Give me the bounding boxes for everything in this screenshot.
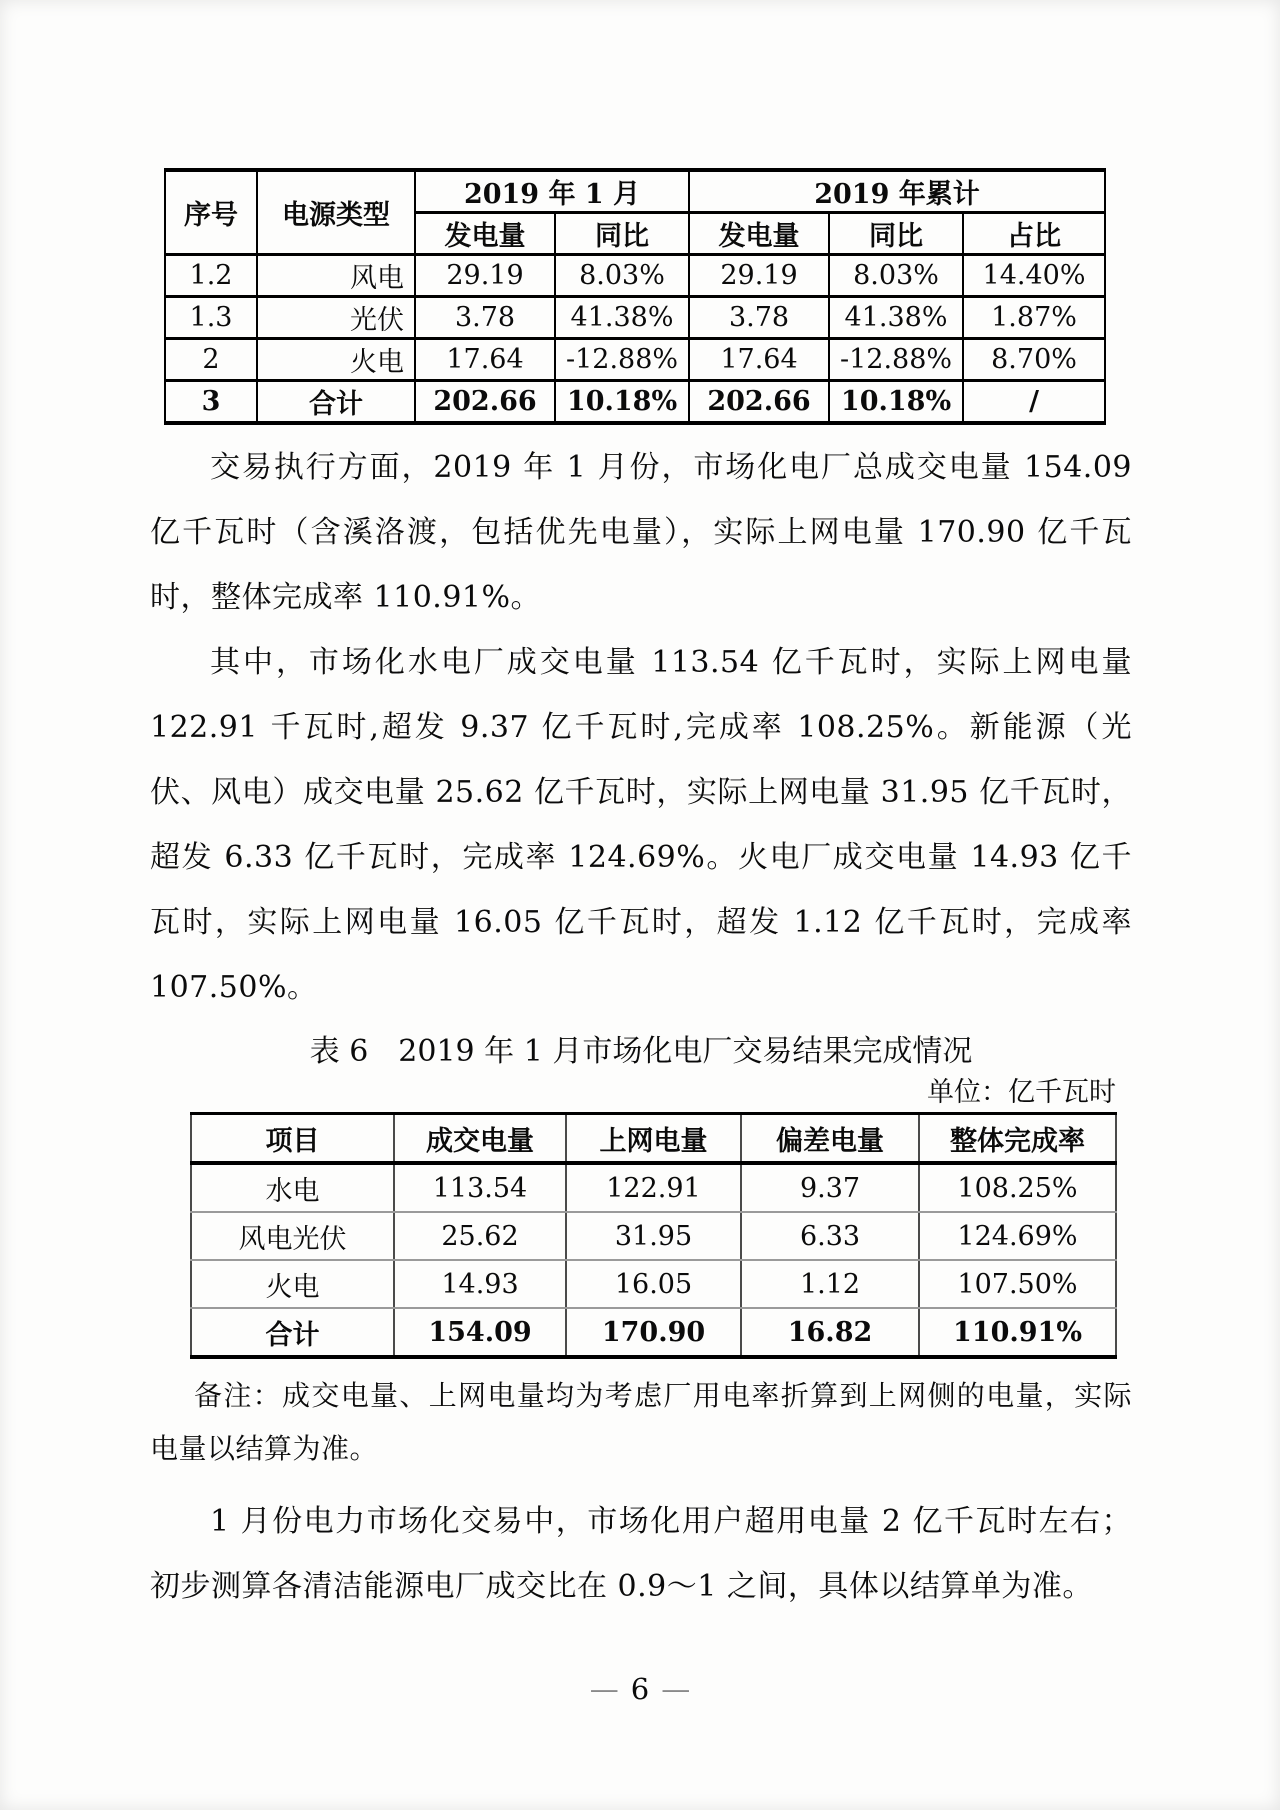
- cell-completion: 108.25%: [919, 1163, 1116, 1212]
- cell-traded: 113.54: [394, 1163, 566, 1212]
- header-source-type: 电源类型: [257, 170, 415, 255]
- cell-jan-yoy: -12.88%: [555, 339, 689, 381]
- cell-cum-yoy: 8.03%: [829, 255, 963, 297]
- table-row: [165, 297, 1105, 339]
- page-number: 6: [630, 1672, 650, 1706]
- cell-jan-yoy: 41.38%: [555, 297, 689, 339]
- header-completion-rate: 整体完成率: [919, 1114, 1116, 1164]
- cell-index: 1.2: [165, 255, 257, 297]
- header-generation-jan: 发电量: [415, 213, 555, 255]
- header-item: 项目: [191, 1114, 394, 1164]
- cell-traded: 154.09: [394, 1308, 566, 1357]
- power-generation-table: [164, 168, 1106, 425]
- table-row: [191, 1212, 1116, 1260]
- table-row-total: [165, 381, 1105, 424]
- footer-dash-left: —: [589, 1672, 619, 1706]
- trade-completion-table: [190, 1112, 1117, 1359]
- cell-item: 风电光伏: [191, 1212, 394, 1260]
- cell-deviation: 9.37: [741, 1163, 919, 1212]
- table-row: [165, 339, 1105, 381]
- table-row-total: [191, 1308, 1116, 1357]
- cell-deviation: 16.82: [741, 1308, 919, 1357]
- cell-cum-yoy: 10.18%: [829, 381, 963, 424]
- cell-index: 2: [165, 339, 257, 381]
- cell-item: 合计: [191, 1308, 394, 1357]
- cell-share: 14.40%: [963, 255, 1105, 297]
- cell-jan-generation: 202.66: [415, 381, 555, 424]
- header-index: 序号: [165, 170, 257, 255]
- cell-traded: 14.93: [394, 1260, 566, 1308]
- body-paragraph-breakdown: 其中，市场化水电厂成交电量 113.54 亿千瓦时，实际上网电量 122.91 千瓦时,超发 9.37 亿千瓦时,完成率 108.25%。新能源（光伏、风电）成交电量 25.62 亿千瓦时，实际上网电量 31.95 亿千瓦时，超发 6.33 亿千瓦时，完成率 124.69%。火电厂成交电量 14.93 亿千瓦时，实际上网电量 16.05 亿千瓦时，超发 1.12 亿千瓦时，完成率 107.50%。: [150, 645, 1132, 1005]
- cell-cum-yoy: -12.88%: [829, 339, 963, 381]
- page-content: [150, 168, 1132, 1619]
- cell-source-type: 光伏: [257, 297, 415, 339]
- power-table-header-row-1: [165, 170, 1105, 213]
- cell-source-type: 合计: [257, 381, 415, 424]
- cell-share: 1.87%: [963, 297, 1105, 339]
- cell-share: /: [963, 381, 1105, 424]
- header-traded-volume: 成交电量: [394, 1114, 566, 1164]
- cell-completion: 110.91%: [919, 1308, 1116, 1357]
- cell-source-type: 火电: [257, 339, 415, 381]
- cell-cum-yoy: 41.38%: [829, 297, 963, 339]
- cell-ongrid: 16.05: [566, 1260, 741, 1308]
- cell-jan-generation: 3.78: [415, 297, 555, 339]
- cell-jan-yoy: 10.18%: [555, 381, 689, 424]
- header-ongrid-volume: 上网电量: [566, 1114, 741, 1164]
- cell-ongrid: 122.91: [566, 1163, 741, 1212]
- cell-cum-generation: 3.78: [689, 297, 829, 339]
- footer-dash-right: —: [661, 1672, 691, 1706]
- cell-completion: 107.50%: [919, 1260, 1116, 1308]
- table6-note: 备注：成交电量、上网电量均为考虑厂用电率折算到上网侧的电量，实际电量以结算为准。: [150, 1379, 1132, 1465]
- cell-index: 1.3: [165, 297, 257, 339]
- cell-ongrid: 31.95: [566, 1212, 741, 1260]
- cell-jan-yoy: 8.03%: [555, 255, 689, 297]
- cell-completion: 124.69%: [919, 1212, 1116, 1260]
- table-row: [165, 255, 1105, 297]
- body-paragraph-settlement: 1 月份电力市场化交易中，市场化用户超用电量 2 亿千瓦时左右；初步测算各清洁能源电厂成交比在 0.9～1 之间，具体以结算单为准。: [150, 1504, 1132, 1604]
- cell-cum-generation: 202.66: [689, 381, 829, 424]
- cell-jan-generation: 17.64: [415, 339, 555, 381]
- cell-jan-generation: 29.19: [415, 255, 555, 297]
- header-group-cumulative: 2019 年累计: [689, 170, 1105, 213]
- cell-ongrid: 170.90: [566, 1308, 741, 1357]
- table6-caption: 表 6 2019 年 1 月市场化电厂交易结果完成情况: [309, 1034, 973, 1069]
- cell-source-type: 风电: [257, 255, 415, 297]
- cell-traded: 25.62: [394, 1212, 566, 1260]
- header-deviation-volume: 偏差电量: [741, 1114, 919, 1164]
- cell-item: 火电: [191, 1260, 394, 1308]
- completion-table-header-row: [191, 1114, 1116, 1164]
- header-yoy-cum: 同比: [829, 213, 963, 255]
- table-row: [191, 1260, 1116, 1308]
- cell-deviation: 1.12: [741, 1260, 919, 1308]
- header-generation-cum: 发电量: [689, 213, 829, 255]
- cell-share: 8.70%: [963, 339, 1105, 381]
- header-yoy-jan: 同比: [555, 213, 689, 255]
- header-group-january: 2019 年 1 月: [415, 170, 689, 213]
- header-share: 占比: [963, 213, 1105, 255]
- cell-cum-generation: 17.64: [689, 339, 829, 381]
- table-row: [191, 1163, 1116, 1212]
- cell-item: 水电: [191, 1163, 394, 1212]
- cell-index: 3: [165, 381, 257, 424]
- page-footer: [0, 1672, 1280, 1706]
- cell-cum-generation: 29.19: [689, 255, 829, 297]
- body-paragraph-trade-execution: 交易执行方面，2019 年 1 月份，市场化电厂总成交电量 154.09 亿千瓦时（含溪洛渡，包括优先电量），实际上网电量 170.90 亿千瓦时，整体完成率 110.91%。: [150, 450, 1132, 615]
- cell-deviation: 6.33: [741, 1212, 919, 1260]
- table6-unit-label: 单位：亿千瓦时: [927, 1077, 1116, 1108]
